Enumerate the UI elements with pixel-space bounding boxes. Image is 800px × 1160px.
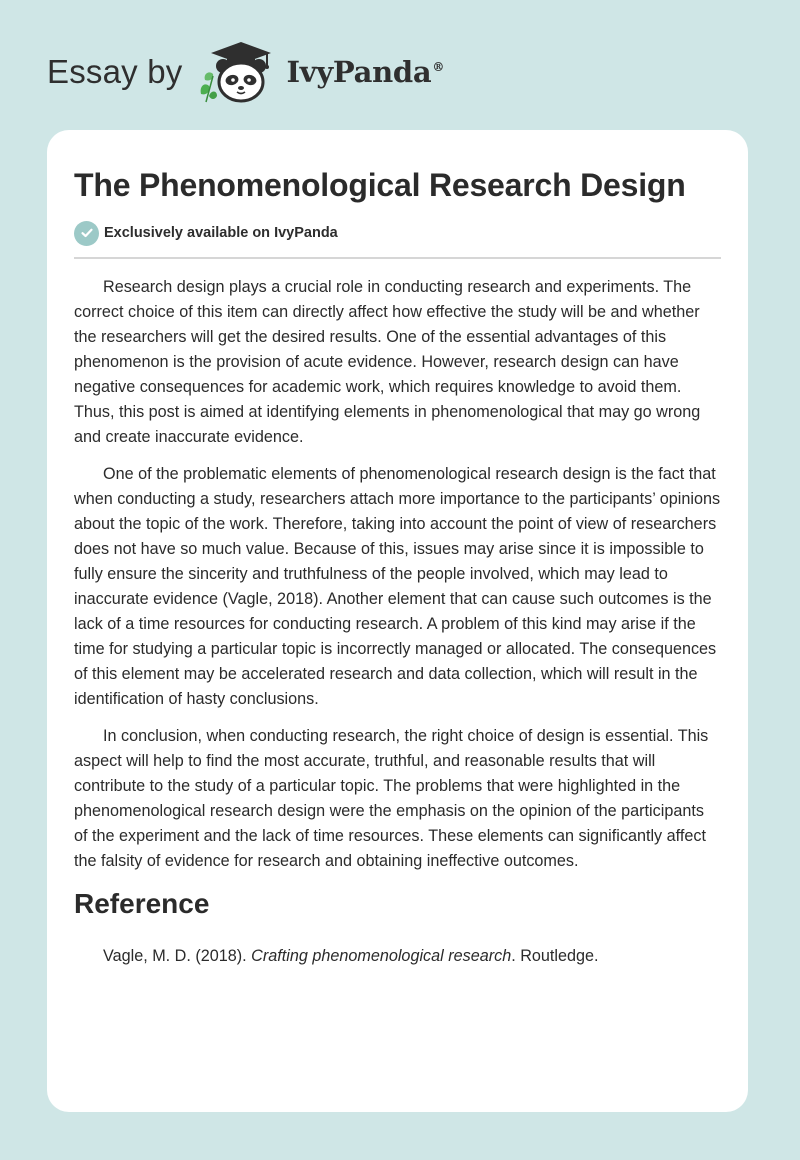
- essay-by-label: Essay by: [47, 53, 183, 90]
- check-icon: [74, 221, 99, 246]
- exclusive-badge: [74, 220, 721, 246]
- essay-body: [74, 275, 721, 874]
- divider: [74, 257, 721, 259]
- paragraph: One of the problematic elements of phenomenological research design is the fact that when conducting a study, researchers attach more importance to the participants’ opinions about the topic of the work. Therefore, taking into account the point of view of researchers does not have so much value. Because of this, issues may arise since it is impossible to fully ensure the sincerity and truthfulness of the people involved, which may lead to inaccurate evidence (Vagle, 2018). Another element that can cause such outcomes is the lack of a time resources for conducting research. A problem of this kind may arise if the time for studying a particular topic is incorrectly managed or allocated. The consequences of this element may be accelerated research and data collection, which will result in the identification of hasty conclusions.: [74, 465, 721, 708]
- reference-heading: Reference: [74, 888, 210, 919]
- site-header: [47, 36, 444, 108]
- brand-wordmark: IvyPanda®: [286, 55, 445, 89]
- exclusive-badge-label: Exclusively available on IvyPanda: [104, 225, 338, 241]
- page-title: The Phenomenological Research Design: [74, 167, 686, 203]
- paragraph: In conclusion, when conducting research, the right choice of design is essential. This aspect will help to find the most accurate, truthful, and reasonable results that will contribute to the study of a particular topic. The problems that were highlighted in the phenomenological research design were the emphasis on the opinion of the participants of the experiment and the lack of time resources. These elements can significantly affect the falsity of evidence for research and obtaining ineffective outcomes.: [74, 727, 709, 870]
- panda-graduation-cap-icon: [191, 36, 283, 108]
- reference-entry: Vagle, M. D. (2018). Crafting phenomenological research. Routledge.: [103, 947, 599, 965]
- essay-card: [47, 130, 748, 1112]
- paragraph: Research design plays a crucial role in conducting research and experiments. The correct choice of this item can directly affect how effective the study will be and whether the researchers will get the desired results. One of the essential advantages of this phenomenon is the provision of acute evidence. However, research design can have negative consequences for academic work, which requires knowledge to avoid them. Thus, this post is aimed at identifying elements in phenomenological that may go wrong and create inaccurate evidence.: [74, 278, 701, 446]
